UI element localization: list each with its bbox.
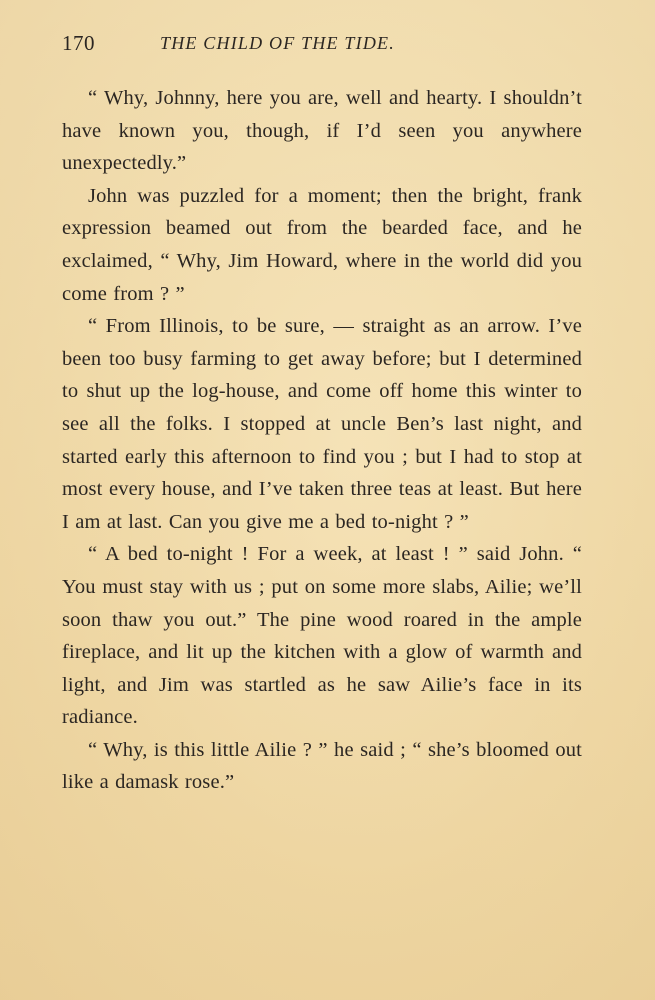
body-text bbox=[62, 82, 582, 799]
paragraph: John was puzzled for a moment; then the bright, frank expression beamed out from the bearded face, and he exclaimed, “ Why, Jim Howard, where in the world did you come from ? ” bbox=[62, 184, 582, 305]
paragraph: “ A bed to-night ! For a week, at least ! ” said John. “ You must stay with us ; put on some more slabs, Ailie; we’ll soon thaw you out.” The pine wood roared in the ample fireplace, and lit up the kitchen with a glow of warmth and light, and Jim was startled as he saw Ailie’s face in its radiance. bbox=[62, 543, 582, 729]
running-title: THE CHILD OF THE TIDE. bbox=[160, 33, 395, 53]
paragraph: “ From Illinois, to be sure, — straight as an arrow. I’ve been too busy farming to get away before; but I determined to shut up the log-house, and come off home this winter to see all the folks. I stopped at uncle Ben’s last night, and started early this afternoon to find you ; but I had to stop at most every house, and I’ve taken three teas at least. But here I am at last. Can you give me a bed to-night ? ” bbox=[62, 315, 582, 533]
paragraph: “ Why, is this little Ailie ? ” he said ; “ she’s bloomed out like a damask rose.” bbox=[62, 738, 582, 794]
paragraph: “ Why, Johnny, here you are, well and hearty. I shouldn’t have known you, though, if I’d seen you anywhere unexpectedly.” bbox=[62, 87, 582, 175]
page-number: 170 bbox=[62, 31, 95, 55]
page-header bbox=[62, 31, 585, 59]
